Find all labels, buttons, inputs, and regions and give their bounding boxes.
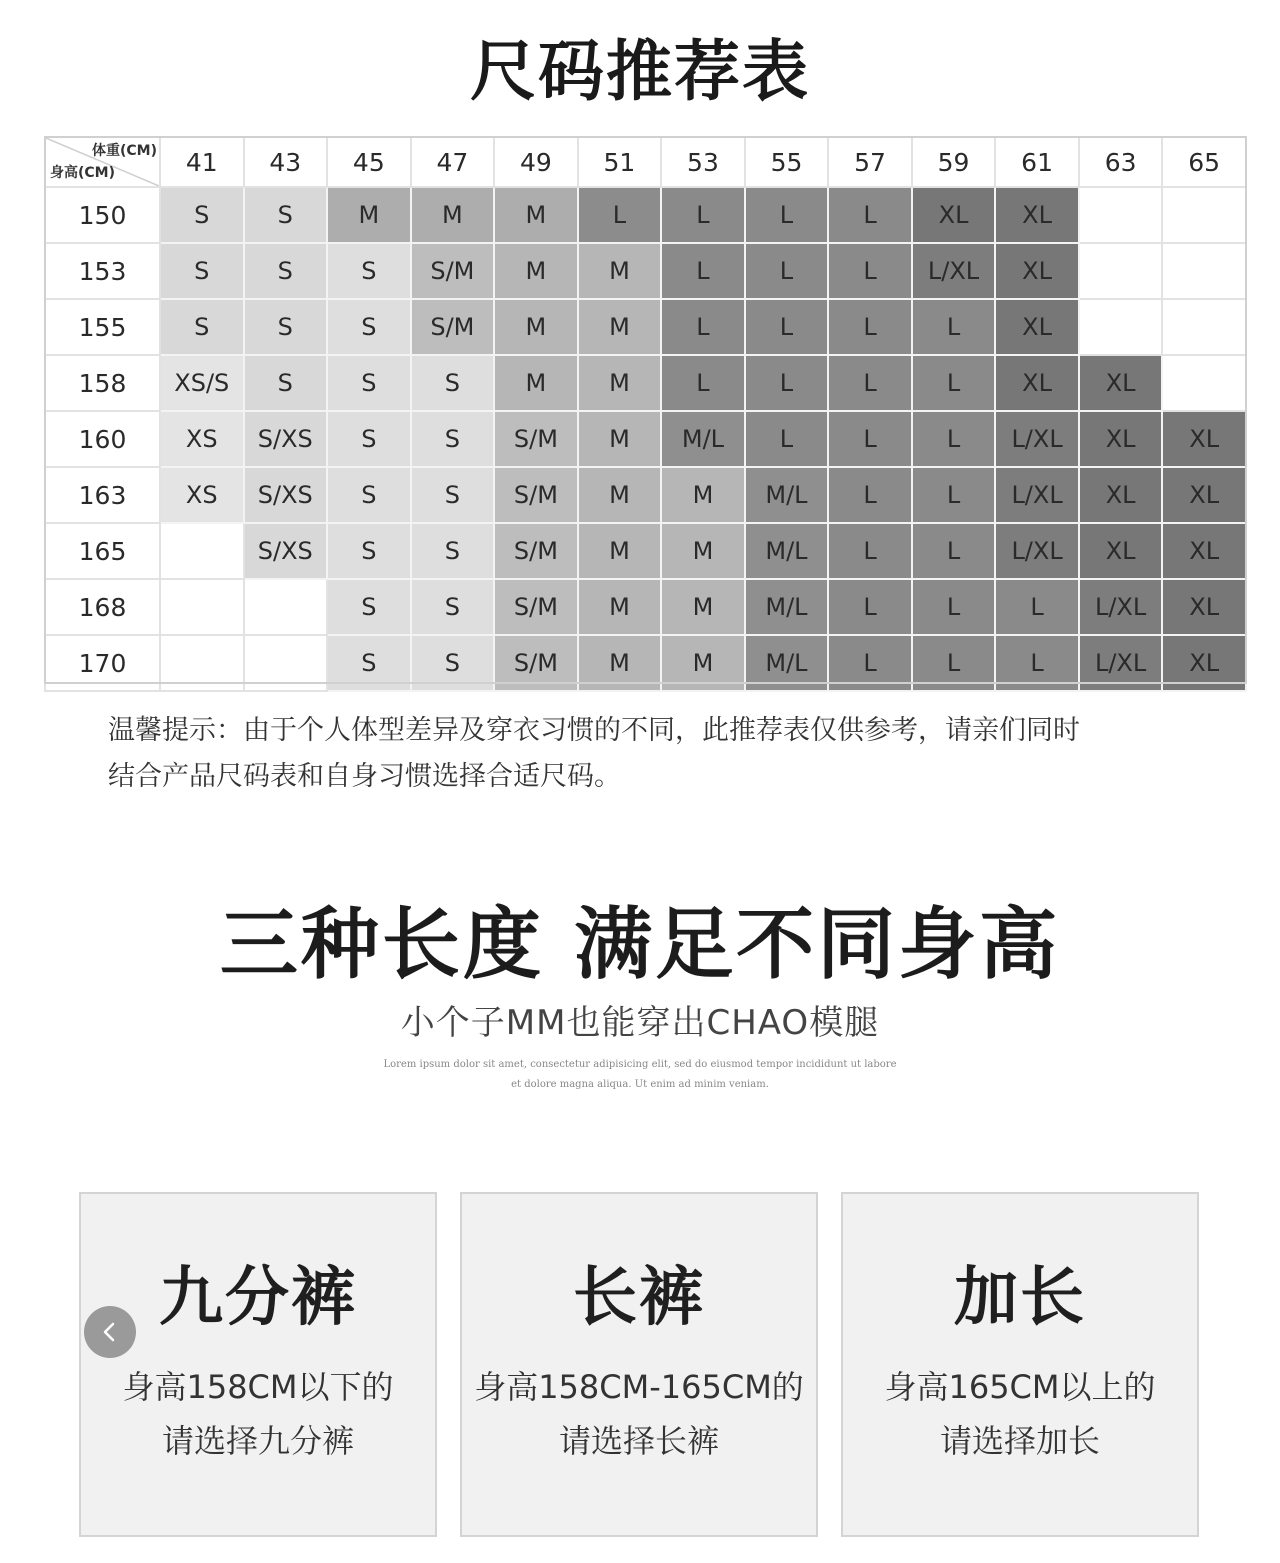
table-row [45, 355, 1246, 411]
size-cell: S [411, 635, 495, 691]
size-cell: XL [1079, 355, 1163, 411]
size-cell: M [661, 467, 745, 523]
size-cell: M [494, 243, 578, 299]
table-row [45, 635, 1246, 691]
size-cell: L/XL [995, 523, 1079, 579]
size-cell: S [160, 243, 244, 299]
prev-button[interactable] [84, 1306, 136, 1358]
size-cell: S [411, 411, 495, 467]
size-cell: XS [160, 411, 244, 467]
tip-line-1: 温馨提示：由于个人体型差异及穿衣习惯的不同，此推荐表仅供参考，请亲们同时 [108, 715, 1080, 746]
card-title: 加长 [954, 1261, 1086, 1335]
card-desc-line-2: 请选择加长 [939, 1422, 1100, 1460]
size-cell: L [912, 411, 996, 467]
size-cell: XL [912, 187, 996, 243]
size-cell: S/M [494, 635, 578, 691]
size-cell [1162, 299, 1246, 355]
weight-header: 65 [1162, 137, 1246, 187]
table-row [45, 243, 1246, 299]
size-cell: M [578, 579, 662, 635]
size-cell: M [494, 355, 578, 411]
lorem-line-1: Lorem ipsum dolor sit amet, consectetur adipisicing elit, sed do eiusmod tempor incididunt ut labore [383, 1059, 897, 1070]
size-cell: M [578, 523, 662, 579]
size-cell: M [578, 243, 662, 299]
size-cell: L [828, 467, 912, 523]
height-header: 155 [45, 299, 160, 355]
weight-header: 45 [327, 137, 411, 187]
size-cell: L [745, 243, 829, 299]
size-cell: XL [1079, 523, 1163, 579]
size-cell: M [411, 187, 495, 243]
card-desc-line-2: 请选择长裤 [558, 1422, 719, 1460]
size-cell: L [661, 187, 745, 243]
height-header: 158 [45, 355, 160, 411]
size-cell: M [661, 579, 745, 635]
size-cell: L [828, 523, 912, 579]
size-cell: L [578, 187, 662, 243]
size-cell: XL [1079, 411, 1163, 467]
size-cell: S/M [494, 579, 578, 635]
size-cell: M [494, 299, 578, 355]
section-subheading: 小个子MM也能穿出CHAO模腿 [400, 1003, 880, 1043]
height-header: 163 [45, 467, 160, 523]
size-cell [1079, 187, 1163, 243]
table-row [45, 579, 1246, 635]
size-cell: L [912, 635, 996, 691]
tip-line-2: 结合产品尺码表和自身习惯选择合适尺码。 [108, 761, 621, 792]
size-recommendation-table [44, 136, 1247, 692]
size-cell [244, 635, 328, 691]
size-cell: S/XS [244, 467, 328, 523]
size-cell: M [578, 635, 662, 691]
height-axis-label: 身高(CM) [50, 165, 116, 181]
size-cell: XS/S [160, 355, 244, 411]
table-row [45, 187, 1246, 243]
card-desc-line-2: 请选择九分裤 [161, 1422, 354, 1460]
size-cell: S [411, 523, 495, 579]
size-cell: S [244, 299, 328, 355]
size-cell: S [327, 523, 411, 579]
size-cell: M [578, 411, 662, 467]
table-row [45, 467, 1246, 523]
size-cell: L [661, 243, 745, 299]
size-cell: L [995, 579, 1079, 635]
chevron-left-icon [84, 1306, 136, 1358]
size-cell [1079, 299, 1163, 355]
card-long-pants[interactable] [460, 1192, 818, 1537]
size-cell: L [912, 467, 996, 523]
size-cell: S/XS [244, 523, 328, 579]
size-cell: L/XL [995, 467, 1079, 523]
card-desc-line-1: 身高158CM-165CM的 [474, 1368, 804, 1406]
size-cell: S [244, 243, 328, 299]
size-cell: XL [1162, 467, 1246, 523]
weight-header: 57 [828, 137, 912, 187]
size-cell: L [912, 355, 996, 411]
size-cell [1162, 355, 1246, 411]
card-title: 长裤 [573, 1261, 705, 1335]
size-cell: XL [995, 355, 1079, 411]
lorem-caption [350, 1055, 930, 1095]
size-cell: L [745, 411, 829, 467]
size-cell: XL [995, 187, 1079, 243]
size-cell: S [327, 355, 411, 411]
size-cell: S/M [494, 467, 578, 523]
size-cell: M/L [745, 579, 829, 635]
card-cropped-pants[interactable] [79, 1192, 437, 1537]
weight-header: 51 [578, 137, 662, 187]
size-cell: XS [160, 467, 244, 523]
size-cell: M [578, 355, 662, 411]
size-cell: M [578, 299, 662, 355]
size-cell [160, 523, 244, 579]
size-cell: L [828, 635, 912, 691]
size-cell: M/L [745, 523, 829, 579]
size-cell: XL [1162, 579, 1246, 635]
table-row [45, 523, 1246, 579]
size-cell [1162, 187, 1246, 243]
size-cell: L [995, 635, 1079, 691]
size-cell: S [327, 579, 411, 635]
size-cell: L/XL [1079, 635, 1163, 691]
size-cell: M [578, 467, 662, 523]
size-cell: M/L [745, 467, 829, 523]
weight-header: 59 [912, 137, 996, 187]
size-cell: S [160, 299, 244, 355]
size-cell [160, 635, 244, 691]
size-cell: M/L [745, 635, 829, 691]
size-cell: M/L [661, 411, 745, 467]
size-cell: S/XS [244, 411, 328, 467]
size-cell: L [828, 355, 912, 411]
size-cell: S/M [411, 299, 495, 355]
size-tip [108, 708, 1208, 800]
size-cell [1162, 243, 1246, 299]
size-cell: L [745, 187, 829, 243]
size-cell: S [327, 467, 411, 523]
size-cell: L [745, 355, 829, 411]
page-title: 尺码推荐表 [470, 33, 810, 110]
size-cell [244, 579, 328, 635]
weight-header: 55 [745, 137, 829, 187]
size-cell: S [327, 635, 411, 691]
size-cell: M [494, 187, 578, 243]
size-cell: L [828, 243, 912, 299]
size-cell: L [828, 187, 912, 243]
size-cell: S [327, 299, 411, 355]
lorem-line-2: et dolore magna aliqua. Ut enim ad minim veniam. [511, 1079, 769, 1090]
size-cell: S [327, 411, 411, 467]
table-corner-header [45, 137, 160, 187]
size-cell: M [661, 635, 745, 691]
size-cell: S [244, 355, 328, 411]
size-cell [1079, 243, 1163, 299]
card-extra-long[interactable] [841, 1192, 1199, 1537]
height-header: 150 [45, 187, 160, 243]
size-cell: L [828, 579, 912, 635]
height-header: 168 [45, 579, 160, 635]
size-cell: S [160, 187, 244, 243]
weight-header: 47 [411, 137, 495, 187]
card-desc-line-1: 身高165CM以上的 [884, 1368, 1156, 1406]
table-row [45, 411, 1246, 467]
size-cell: L [828, 299, 912, 355]
size-cell: S [411, 355, 495, 411]
size-cell: L [745, 299, 829, 355]
size-cell: S [244, 187, 328, 243]
height-header: 160 [45, 411, 160, 467]
weight-header: 61 [995, 137, 1079, 187]
size-cell: L [912, 579, 996, 635]
size-cell: XL [1162, 635, 1246, 691]
size-cell: L/XL [995, 411, 1079, 467]
size-cell: XL [995, 299, 1079, 355]
size-cell: XL [1162, 411, 1246, 467]
card-desc-line-1: 身高158CM以下的 [122, 1368, 394, 1406]
size-cell: L [661, 299, 745, 355]
size-cell: S/M [494, 523, 578, 579]
size-cell: L [912, 299, 996, 355]
size-cell: L [661, 355, 745, 411]
size-cell: S/M [494, 411, 578, 467]
weight-header: 63 [1079, 137, 1163, 187]
height-header: 153 [45, 243, 160, 299]
size-cell: M [661, 523, 745, 579]
weight-header: 41 [160, 137, 244, 187]
size-cell: S [411, 579, 495, 635]
height-header: 165 [45, 523, 160, 579]
size-cell: S [411, 467, 495, 523]
weight-header: 43 [244, 137, 328, 187]
section-heading: 三种长度 满足不同身高 [219, 900, 1061, 990]
size-cell: L [828, 411, 912, 467]
height-header: 170 [45, 635, 160, 691]
size-cell: M [327, 187, 411, 243]
size-cell: XL [1079, 467, 1163, 523]
size-cell: XL [1162, 523, 1246, 579]
weight-axis-label: 体重(CM) [91, 143, 157, 159]
size-cell: XL [995, 243, 1079, 299]
size-cell: L/XL [1079, 579, 1163, 635]
table-row [45, 299, 1246, 355]
weight-header: 49 [494, 137, 578, 187]
size-cell: S [327, 243, 411, 299]
weight-header: 53 [661, 137, 745, 187]
card-title: 九分裤 [159, 1261, 357, 1335]
size-cell [160, 579, 244, 635]
size-cell: S/M [411, 243, 495, 299]
size-cell: L/XL [912, 243, 996, 299]
size-cell: L [912, 523, 996, 579]
